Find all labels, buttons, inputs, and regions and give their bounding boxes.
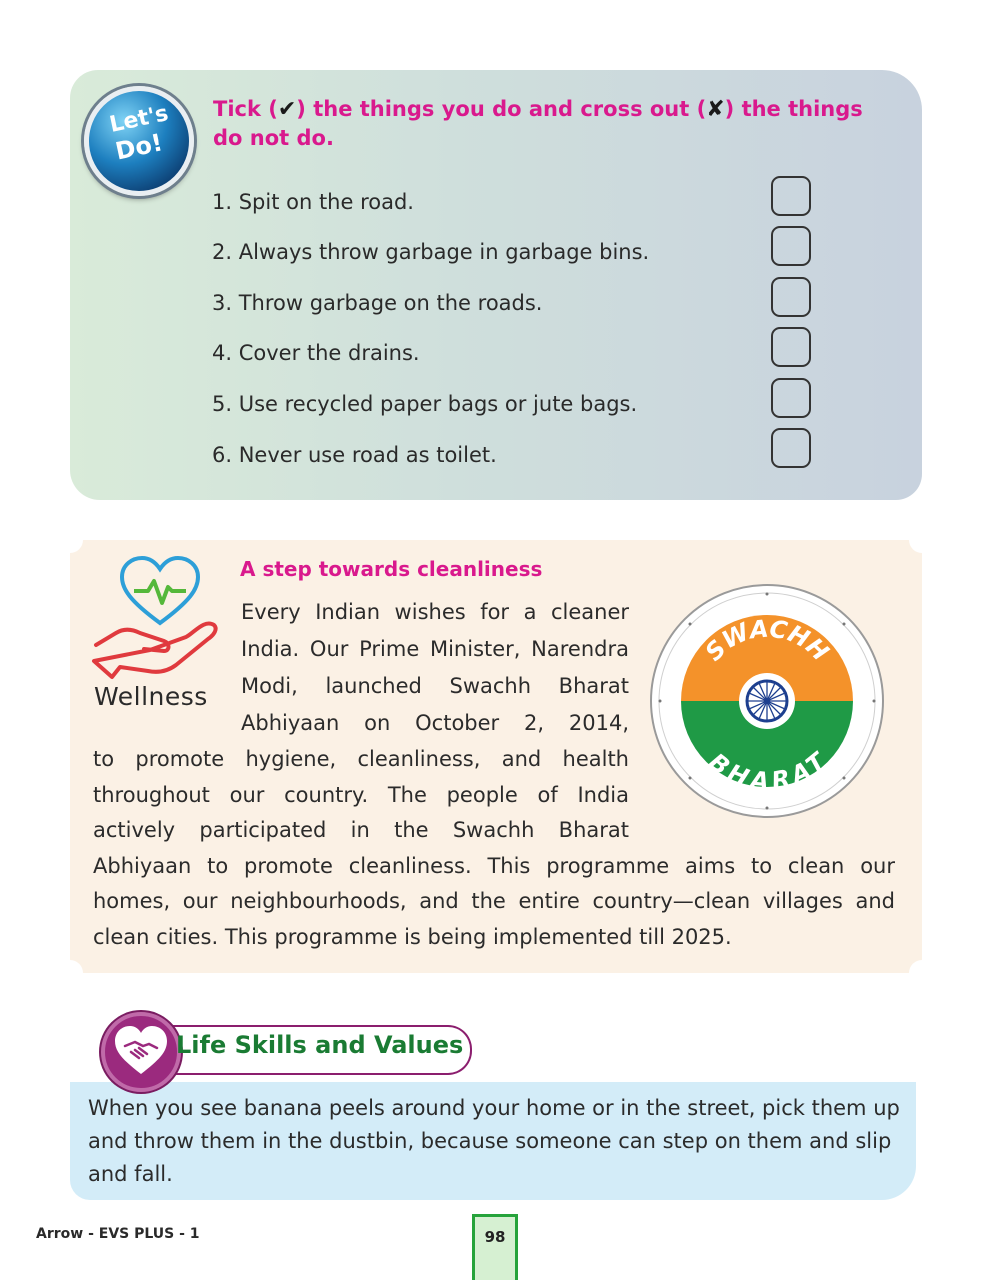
life-skills-handshake-icon — [101, 1012, 181, 1092]
instruction-part-1: Tick ( — [213, 97, 278, 121]
list-item: 2. Always throw garbage in garbage bins. — [212, 240, 650, 264]
list-item: 4. Cover the drains. — [212, 341, 420, 365]
wellness-heart-hand-icon — [90, 553, 222, 683]
tick-icon: ✔ — [277, 97, 297, 122]
checkbox-item-1[interactable] — [771, 176, 811, 216]
checkbox-item-3[interactable] — [771, 277, 811, 317]
lets-do-instruction — [213, 95, 863, 153]
paragraph-line: Abhiyaan on October 2, 2014, — [241, 711, 629, 735]
badge-line-2: Do! — [112, 128, 166, 166]
paragraph-line: Every Indian wishes for a cleaner — [241, 600, 629, 624]
swachh-bharat-logo — [648, 582, 886, 820]
logo-word-bottom: BHARAT — [703, 747, 831, 796]
wellness-title: A step towards cleanliness — [240, 557, 543, 581]
checkbox-item-6[interactable] — [771, 428, 811, 468]
badge-line-1: Let's — [107, 101, 171, 138]
cross-icon: ✘ — [706, 97, 725, 122]
list-item: 6. Never use road as toilet. — [212, 443, 497, 467]
paragraph-line: throughout our country. The people of India — [93, 783, 629, 807]
list-item: 3. Throw garbage on the roads. — [212, 291, 543, 315]
lets-do-badge — [84, 86, 194, 196]
paragraph-line: actively participated in the Swachh Bharat — [93, 818, 629, 842]
paragraph-line: Modi, launched Swachh Bharat — [241, 674, 629, 698]
instruction-part-3: ) the things do not do. — [213, 97, 863, 150]
wellness-label: Wellness — [94, 682, 208, 711]
logo-word-top: SWACHH — [699, 614, 835, 667]
page-number-box — [472, 1214, 518, 1280]
life-skills-text: When you see banana peels around your home or in the street, pick them up and throw them in the dustbin, because someone can step on them and slip and fall. — [88, 1096, 900, 1186]
instruction-part-2: ) the things you do and cross out ( — [296, 97, 707, 121]
page-number: 98 — [484, 1228, 506, 1246]
life-skills-title: Life Skills and Values — [176, 1031, 464, 1059]
checkbox-item-5[interactable] — [771, 378, 811, 418]
checkbox-item-4[interactable] — [771, 327, 811, 367]
list-item: 5. Use recycled paper bags or jute bags. — [212, 392, 638, 416]
paragraph-line: Abhiyaan to promote cleanliness. This programme aims to clean our — [93, 854, 895, 878]
book-title: Arrow - EVS PLUS - 1 — [36, 1226, 200, 1242]
paragraph-line: India. Our Prime Minister, Narendra — [241, 637, 629, 661]
paragraph-line: homes, our neighbourhoods, and the entire country—clean villages and — [93, 889, 895, 913]
list-item: 1. Spit on the road. — [212, 190, 414, 214]
paragraph-line: to promote hygiene, cleanliness, and health — [93, 747, 629, 771]
checkbox-item-2[interactable] — [771, 226, 811, 266]
paragraph-line: clean cities. This programme is being implemented till 2025. — [93, 925, 732, 949]
